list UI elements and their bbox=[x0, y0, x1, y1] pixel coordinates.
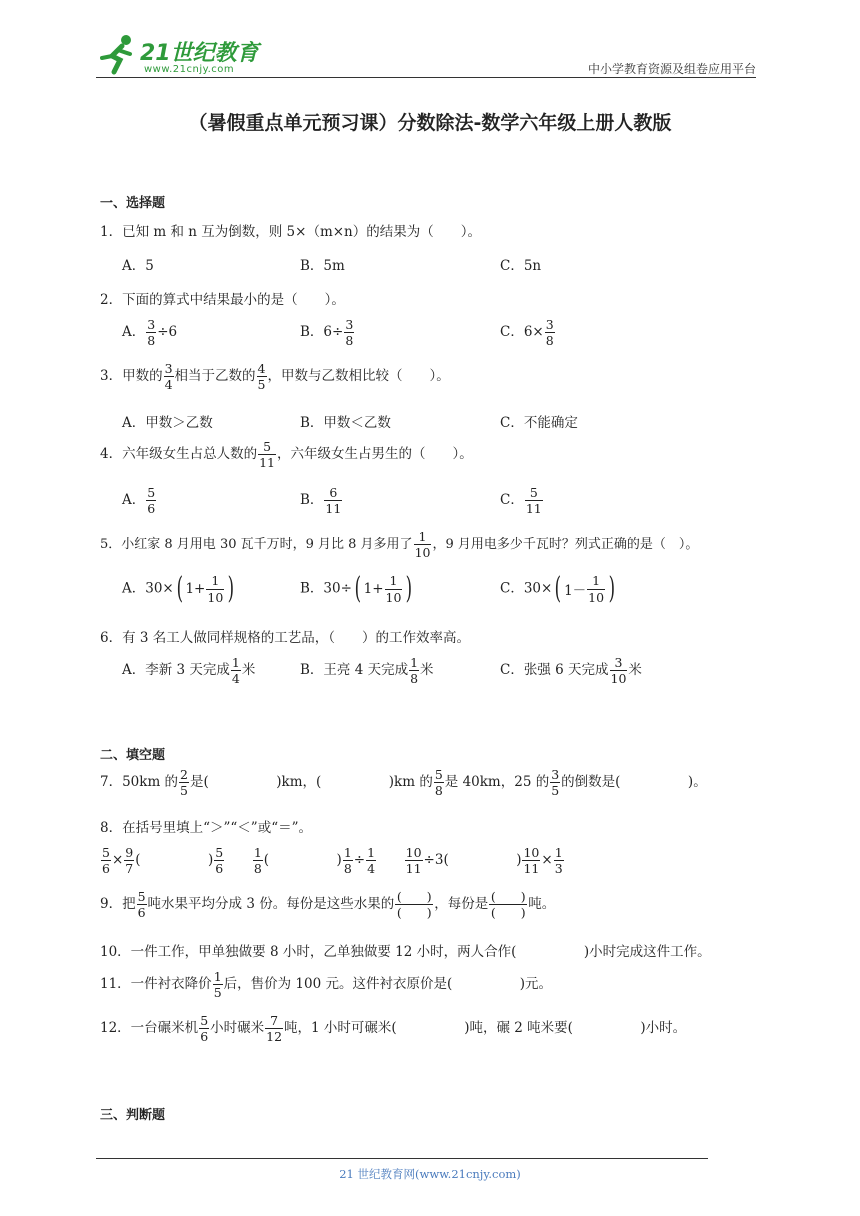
section-fill-heading: 二、填空题 bbox=[100, 748, 166, 763]
q12-stem: 12．一台碾米机 $\frac{5}{6}$ 小时碾米 $\frac{7}{12}$ 吨，1 小时可碾米( )吨，碾 2 吨米要( )小时。 bbox=[100, 1013, 687, 1045]
q8-blank-3[interactable]: ( ) bbox=[443, 852, 522, 869]
q4-option-a: A． $\frac{5}{6}$ bbox=[122, 485, 156, 517]
footer-text: 21 世纪教育网(www.21cnjy.com) bbox=[339, 1167, 521, 1181]
q3-option-c: C．不能确定 bbox=[500, 415, 578, 431]
q6-stem: 6．有 3 名工人做同样规格的工艺品，（ ）的工作效率高。 bbox=[100, 630, 471, 646]
q11-stem: 11．一件衬衣降价 $\frac{1}{5}$ 后，售价为 100 元。这件衬衣原价是( )元。 bbox=[100, 969, 553, 1001]
q9-stem: 9．把 $\frac{5}{6}$ 吨水果平均分成 3 份。每份是这些水果的 $\frac{( )}{( )}$ ，每份是 $\frac{( )}{( )}$ 吨。 bbox=[100, 889, 556, 921]
q3-option-a: A．甲数＞乙数 bbox=[122, 415, 213, 431]
q8-expressions: $\frac{5}{6}$ × $\frac{9}{7}$ ( ) $\frac{5}{6}$ $\frac{1}{8}$ ( ) $\frac{1}{8}$ ÷ $\frac{1}{4}$ $\frac{10}{11}$ ÷3( ) $\frac{10}{11}$ × $\frac{1}{3}$ bbox=[102, 845, 563, 877]
q5-option-c: C．30× ( 1－ $\frac{1}{10}$ ) bbox=[500, 571, 616, 606]
q5-stem: 5．小红家 8 月用电 30 瓦千万时，9 月比 8 月多用了 $\frac{1}{10}$ ，9 月用电多少千瓦时？列式正确的是（ ）。 bbox=[100, 529, 699, 561]
q7-stem: 7．50km 的 $\frac{2}{5}$ 是( )km，( )km 的 $\frac{5}{8}$ 是 40km，25 的 $\frac{3}{5}$ 的倒数是( )。 bbox=[100, 767, 707, 799]
q1-stem: 1．已知 m 和 n 互为倒数，则 5×（m×n）的结果为（ ）。 bbox=[100, 224, 481, 240]
footer-rule bbox=[96, 1158, 708, 1159]
runner-logo-icon bbox=[96, 32, 140, 76]
page-title: （暑假重点单元预习课）分数除法-数学六年级上册人教版 bbox=[188, 112, 672, 134]
platform-text: 中小学教育资源及组卷应用平台 bbox=[587, 62, 756, 76]
q5-option-b: B．30÷ ( 1+ $\frac{1}{10}$ ) bbox=[300, 571, 413, 606]
q4-option-c: C． $\frac{5}{11}$ bbox=[500, 485, 542, 517]
q1-option-a: A．5 bbox=[122, 258, 154, 274]
q5-option-a: A．30× ( 1+ $\frac{1}{10}$ ) bbox=[122, 571, 235, 606]
q9-blank-fraction[interactable]: $\frac{( )}{( )}$ bbox=[396, 889, 432, 921]
section-judge-heading: 三、判断题 bbox=[100, 1108, 166, 1123]
header-rule bbox=[96, 77, 756, 78]
q3-stem: 3．甲数的 $\frac{3}{4}$ 相当于乙数的 $\frac{4}{5}$ ，甲数与乙数相比较（ ）。 bbox=[100, 361, 450, 393]
q2-option-c: C．6× $\frac{3}{8}$ bbox=[500, 317, 554, 349]
q8-blank-2[interactable]: ( ) bbox=[263, 852, 342, 869]
q2-option-a: A． $\frac{3}{8}$ ÷6 bbox=[122, 317, 178, 349]
section-choice-heading: 一、选择题 bbox=[100, 196, 166, 211]
q10-stem: 10．一件工作，甲单独做要 8 小时，乙单独做要 12 小时，两人合作( )小时完成这件工作。 bbox=[100, 944, 711, 960]
q4-stem: 4．六年级女生占总人数的 $\frac{5}{11}$ ，六年级女生占男生的（ ）。 bbox=[100, 439, 473, 471]
q8-stem: 8．在括号里填上“＞”“＜”或“＝”。 bbox=[100, 820, 312, 836]
q6-option-a: A．李新 3 天完成 $\frac{1}{4}$ 米 bbox=[122, 655, 256, 687]
logo bbox=[96, 32, 266, 78]
q1-option-b: B．5m bbox=[300, 258, 345, 274]
q3-option-b: B．甲数＜乙数 bbox=[300, 415, 391, 431]
q6-option-c: C．张强 6 天完成 $\frac{3}{10}$ 米 bbox=[500, 655, 642, 687]
logo-sub-text: www.21cnjy.com bbox=[144, 64, 235, 75]
q1-option-c: C．5n bbox=[500, 258, 542, 274]
q9-blank-weight[interactable]: $\frac{( )}{( )}$ bbox=[490, 889, 526, 921]
q4-option-b: B． $\frac{6}{11}$ bbox=[300, 485, 342, 517]
q6-option-b: B．王亮 4 天完成 $\frac{1}{8}$ 米 bbox=[300, 655, 434, 687]
q2-option-b: B．6÷ $\frac{3}{8}$ bbox=[300, 317, 354, 349]
q8-blank-1[interactable]: ( ) bbox=[135, 852, 214, 869]
logo-main-text: 21世纪教育 bbox=[140, 41, 259, 66]
q2-stem: 2．下面的算式中结果最小的是（ ）。 bbox=[100, 292, 345, 308]
